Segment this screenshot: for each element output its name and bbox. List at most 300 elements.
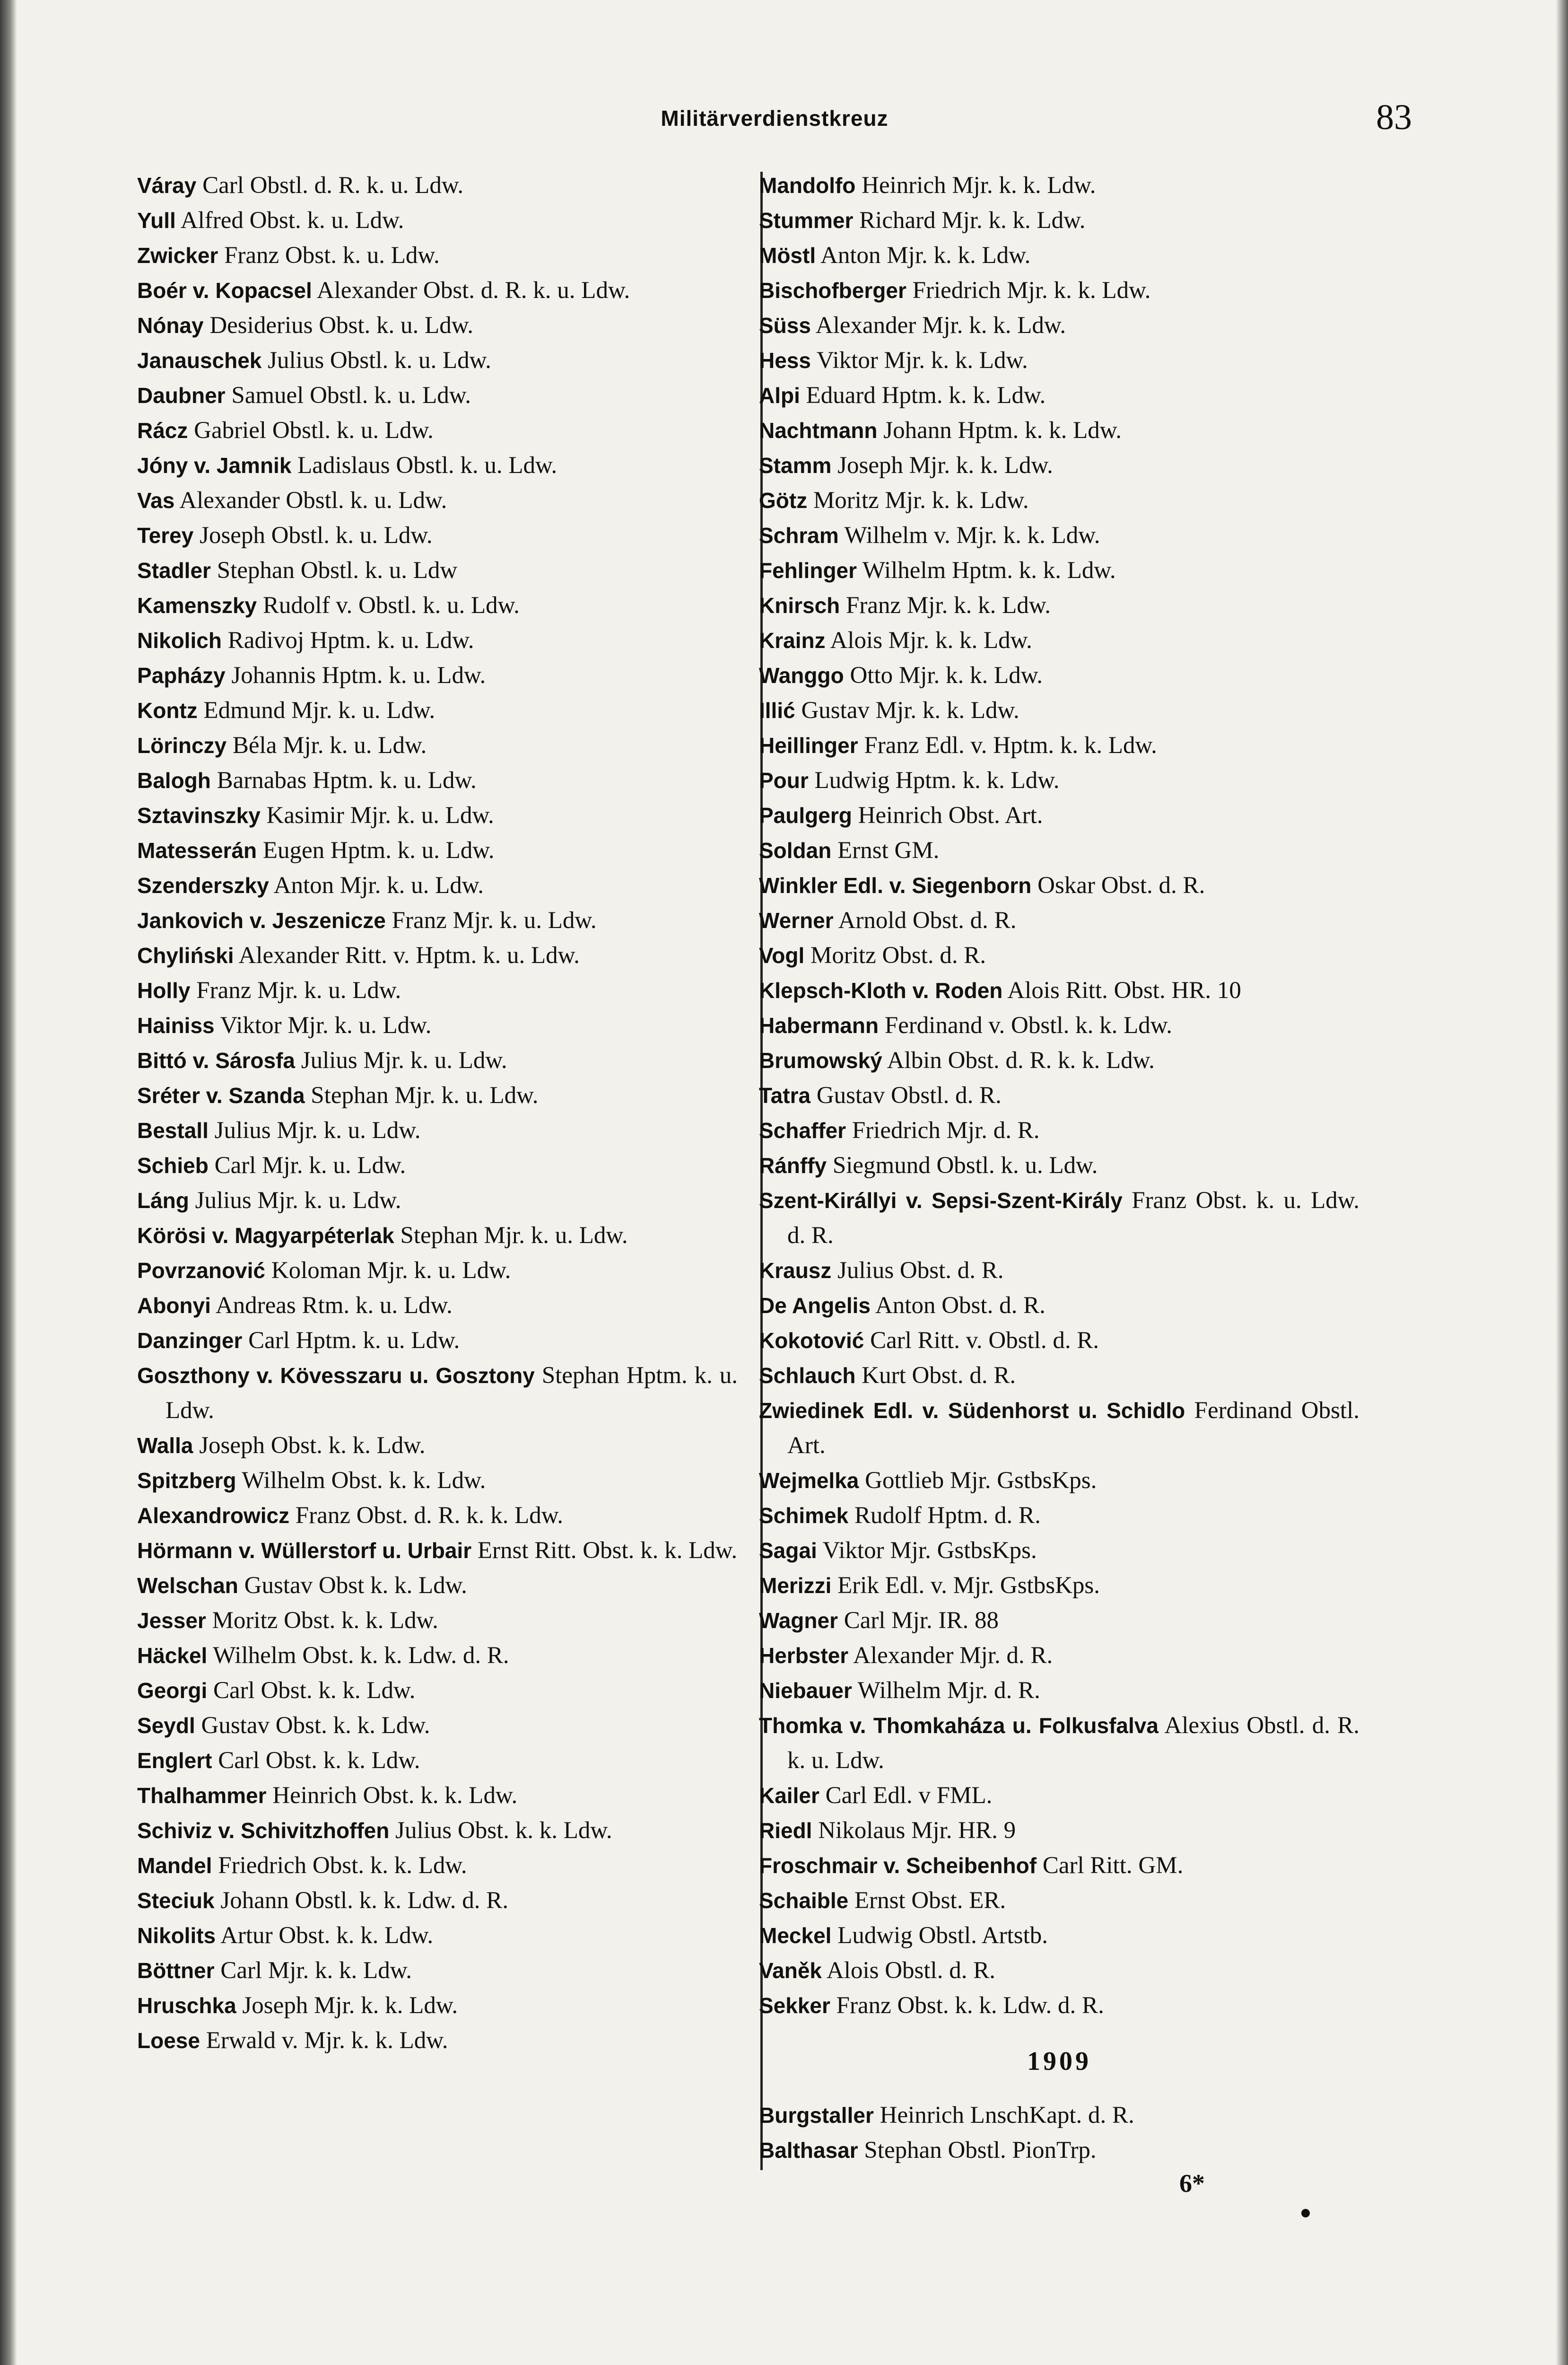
list-item — [759, 1253, 1359, 1288]
entry-details: Gustav Mjr. k. k. Ldw. — [801, 697, 1019, 724]
entry-name: Häckel — [137, 1643, 208, 1668]
entry-details: Gustav Obst. k. k. Ldw. — [201, 1712, 430, 1739]
entry-details: Johannis Hptm. k. u. Ldw. — [231, 662, 486, 689]
entry-details: Wilhelm Obst. k. k. Ldw. — [242, 1467, 486, 1494]
entry-details: Heinrich Obst. Art. — [858, 802, 1043, 829]
list-item — [759, 1393, 1359, 1463]
entry-name: Balthasar — [759, 2138, 858, 2163]
entry-details: Rudolf v. Obstl. k. u. Ldw. — [262, 592, 520, 619]
entry-details: Johann Hptm. k. k. Ldw. — [883, 417, 1122, 444]
entry-name: Pour — [759, 768, 809, 793]
entry-details: Franz Obst. d. R. k. k. Ldw. — [295, 1502, 563, 1529]
entry-details: Friedrich Mjr. d. R. — [852, 1117, 1040, 1144]
entry-details: Julius Mjr. k. u. Ldw. — [301, 1047, 507, 1074]
entry-name: Niebauer — [759, 1678, 852, 1703]
entry-details: Alois Mjr. k. k. Ldw. — [830, 627, 1032, 654]
entry-details: Anton Obst. d. R. — [875, 1292, 1045, 1319]
list-item — [137, 1988, 738, 2023]
entry-details: Julius Mjr. k. u. Ldw. — [214, 1117, 421, 1144]
entry-name: Ránffy — [759, 1153, 827, 1178]
entry-details: Carl Ritt. v. Obstl. d. R. — [870, 1327, 1099, 1354]
entry-name: Wanggo — [759, 663, 844, 688]
entry-name: Soldan — [759, 838, 832, 863]
list-item — [137, 1673, 738, 1708]
list-item — [759, 1148, 1359, 1183]
entry-name: Krainz — [759, 628, 826, 653]
list-item — [759, 868, 1359, 903]
list-item — [759, 763, 1359, 798]
entry-details: Franz Edl. v. Hptm. k. k. Ldw. — [864, 732, 1157, 759]
year-heading: 1909 — [1027, 2047, 1091, 2076]
entry-name: Stadler — [137, 558, 211, 583]
entry-name: Welschan — [137, 1573, 238, 1598]
list-item — [137, 553, 738, 588]
list-item — [759, 203, 1359, 238]
list-item — [137, 588, 738, 623]
list-item — [137, 2023, 738, 2058]
list-item — [137, 833, 738, 868]
entry-name: Sagai — [759, 1538, 817, 1563]
entry-name: Abonyi — [137, 1293, 211, 1318]
entry-details: Andreas Rtm. k. u. Ldw. — [215, 1292, 453, 1319]
entry-name: Holly — [137, 978, 191, 1003]
entry-details: Alexander Ritt. v. Hptm. k. u. Ldw. — [238, 942, 580, 969]
entry-name: Böttner — [137, 1958, 215, 1983]
entry-name: Bittó v. Sárosfa — [137, 1048, 295, 1073]
list-item — [137, 1498, 738, 1533]
list-item — [137, 483, 738, 518]
entry-details: Alexander Obstl. k. u. Ldw. — [179, 487, 447, 514]
entry-details: Erik Edl. v. Mjr. GstbsKps. — [837, 1572, 1100, 1599]
text-columns — [137, 168, 1376, 2178]
entry-details: Wilhelm Obst. k. k. Ldw. d. R. — [213, 1642, 509, 1669]
entry-name: Jankovich v. Jeszenicze — [137, 908, 386, 933]
list-item — [137, 763, 738, 798]
entry-details: Ludwig Hptm. k. k. Ldw. — [814, 767, 1060, 794]
entry-details: Carl Hptm. k. u. Ldw. — [248, 1327, 460, 1354]
entry-name: Georgi — [137, 1678, 208, 1703]
entry-details: Barnabas Hptm. k. u. Ldw. — [217, 767, 477, 794]
list-item — [137, 1743, 738, 1778]
entry-details: Carl Edl. v FML. — [825, 1782, 993, 1809]
entry-details: Stephan Mjr. k. u. Ldw. — [311, 1082, 539, 1109]
list-item — [759, 378, 1359, 413]
entry-details: Julius Obst. k. k. Ldw. — [395, 1817, 612, 1844]
list-item — [137, 1883, 738, 1918]
entry-details: Wilhelm Mjr. d. R. — [857, 1677, 1040, 1704]
entry-details: Julius Obst. d. R. — [837, 1257, 1004, 1284]
entry-details: Johann Obstl. k. k. Ldw. d. R. — [220, 1887, 509, 1914]
entry-details: Moritz Mjr. k. k. Ldw. — [813, 487, 1029, 514]
entry-name: Schlauch — [759, 1363, 856, 1388]
list-item — [137, 798, 738, 833]
list-item — [137, 1463, 738, 1498]
list-item — [759, 1078, 1359, 1113]
entry-details: Stephan Obstl. PionTrp. — [864, 2137, 1097, 2164]
entry-details: Franz Obst. k. u. Ldw. — [224, 242, 440, 269]
list-item — [137, 973, 738, 1008]
entry-name: Szenderszky — [137, 873, 269, 898]
list-item — [759, 973, 1359, 1008]
entry-name: Fehlinger — [759, 558, 857, 583]
entry-name: Sztavinszky — [137, 803, 261, 828]
entry-name: Schieb — [137, 1153, 209, 1178]
entry-details: Heinrich Obst. k. k. Ldw. — [272, 1782, 518, 1809]
entry-details: Carl Mjr. k. k. Ldw. — [220, 1957, 412, 1984]
entry-name: Götz — [759, 488, 808, 513]
list-item — [759, 658, 1359, 693]
entry-details: Albin Obst. d. R. k. k. Ldw. — [887, 1047, 1155, 1074]
list-item — [759, 1043, 1359, 1078]
list-item — [759, 1323, 1359, 1358]
entry-name: Vas — [137, 488, 175, 513]
entry-details: Franz Obst. k. k. Ldw. d. R. — [836, 1992, 1104, 2019]
entry-details: Siegmund Obstl. k. u. Ldw. — [832, 1152, 1098, 1179]
page-title: Militärverdienstkreuz — [661, 106, 889, 131]
list-item — [759, 1183, 1359, 1253]
entry-name: Nikolits — [137, 1923, 216, 1948]
list-item — [137, 1218, 738, 1253]
entry-name: Werner — [759, 908, 834, 933]
entry-details: Carl Ritt. GM. — [1042, 1852, 1184, 1879]
list-item — [759, 343, 1359, 378]
entry-details: Anton Mjr. k. u. Ldw. — [273, 872, 484, 899]
entry-name: Vogl — [759, 943, 805, 968]
list-item — [137, 238, 738, 273]
entry-name: Englert — [137, 1748, 212, 1773]
entry-details: Gustav Obst k. k. Ldw. — [244, 1572, 467, 1599]
entry-name: Paulgerg — [759, 803, 852, 828]
list-item — [759, 1288, 1359, 1323]
entry-details: Friedrich Mjr. k. k. Ldw. — [912, 277, 1151, 304]
entry-name: De Angelis — [759, 1293, 871, 1318]
entry-name: Mandel — [137, 1853, 212, 1878]
entry-name: Spitzberg — [137, 1468, 236, 1493]
list-item — [759, 938, 1359, 973]
list-item — [759, 1883, 1359, 1918]
entry-name: Krausz — [759, 1258, 832, 1283]
entry-details: Desiderius Obst. k. u. Ldw. — [209, 312, 473, 339]
entry-name: Loese — [137, 2028, 200, 2053]
entry-name: Süss — [759, 313, 811, 338]
entry-details: Eugen Hptm. k. u. Ldw. — [262, 837, 495, 864]
entry-name: Goszthony v. Kövesszaru u. Gosztony — [137, 1363, 535, 1388]
entry-details: Heinrich LnschKapt. d. R. — [880, 2102, 1134, 2128]
list-item — [759, 588, 1359, 623]
list-item — [137, 1183, 738, 1218]
entry-name: Chyliński — [137, 943, 234, 968]
list-item — [759, 1533, 1359, 1568]
entry-details: Ferdinand Obstl. Art. — [787, 1397, 1360, 1459]
entry-details: Franz Mjr. k. u. Ldw. — [392, 907, 597, 934]
entry-details: Alfred Obst. k. u. Ldw. — [180, 207, 404, 234]
entry-name: Illić — [759, 698, 795, 723]
list-item — [759, 273, 1359, 308]
entry-details: Radivoj Hptm. k. u. Ldw. — [227, 627, 474, 654]
entry-name: Körösi v. Magyarpéterlak — [137, 1223, 394, 1248]
list-item — [759, 1358, 1359, 1393]
entry-name: Schaffer — [759, 1118, 846, 1143]
list-item — [137, 1953, 738, 1988]
list-item — [759, 1463, 1359, 1498]
entry-name: Stamm — [759, 453, 832, 478]
list-item — [759, 1113, 1359, 1148]
entry-name: Váray — [137, 173, 197, 198]
entry-details: Béla Mjr. k. u. Ldw. — [232, 732, 427, 759]
list-item — [137, 1008, 738, 1043]
entry-name: Kokotović — [759, 1328, 864, 1353]
list-item — [137, 1918, 738, 1953]
entry-name: Hainiss — [137, 1013, 215, 1038]
entry-name: Nachtmann — [759, 418, 878, 443]
list-item — [759, 413, 1359, 448]
list-item — [137, 1848, 738, 1883]
entry-details: Stephan Mjr. k. u. Ldw. — [400, 1222, 628, 1249]
entry-details: Carl Obst. k. k. Ldw. — [213, 1677, 416, 1704]
entry-name: Jesser — [137, 1608, 206, 1633]
entry-name: Bischofberger — [759, 278, 906, 303]
entry-name: Balogh — [137, 768, 211, 793]
list-item — [759, 448, 1359, 483]
list-item — [759, 1708, 1359, 1778]
list-item — [759, 833, 1359, 868]
entry-details: Alexander Mjr. d. R. — [853, 1642, 1053, 1669]
entry-name: Schram — [759, 523, 839, 548]
entry-name: Nónay — [137, 313, 204, 338]
entry-name: Tatra — [759, 1083, 811, 1108]
entry-details: Arnold Obst. d. R. — [838, 907, 1017, 934]
entry-details: Oskar Obst. d. R. — [1037, 872, 1205, 899]
entry-name: Brumowský — [759, 1048, 882, 1073]
left-column — [137, 168, 738, 2058]
entry-name: Janauschek — [137, 348, 262, 373]
entry-name: Alexandrowicz — [137, 1503, 290, 1528]
list-item — [759, 798, 1359, 833]
list-item — [137, 1708, 738, 1743]
entry-name: Danzinger — [137, 1328, 243, 1353]
entry-details: Artur Obst. k. k. Ldw. — [220, 1922, 434, 1949]
entry-name: Schaible — [759, 1888, 849, 1913]
entry-name: Mandolfo — [759, 173, 856, 198]
page-header — [137, 97, 1412, 144]
entry-details: Franz Mjr. k. k. Ldw. — [846, 592, 1051, 619]
list-item — [137, 343, 738, 378]
entry-name: Klepsch-Kloth v. Roden — [759, 978, 1003, 1003]
list-item — [137, 203, 738, 238]
list-item — [759, 2133, 1359, 2168]
list-item — [137, 448, 738, 483]
entry-name: Matesserán — [137, 838, 257, 863]
list-item — [759, 1778, 1359, 1813]
list-item — [759, 1988, 1359, 2023]
list-item — [759, 168, 1359, 203]
entry-details: Joseph Mjr. k. k. Ldw. — [837, 452, 1053, 479]
list-item — [759, 1568, 1359, 1603]
list-item — [137, 728, 738, 763]
entry-details: Julius Mjr. k. u. Ldw. — [195, 1187, 401, 1214]
list-item — [759, 623, 1359, 658]
entry-name: Meckel — [759, 1923, 832, 1948]
entry-name: Povrzanović — [137, 1258, 265, 1283]
entry-details: Joseph Obst. k. k. Ldw. — [199, 1432, 426, 1459]
entry-details: Alois Ritt. Obst. HR. 10 — [1007, 977, 1241, 1004]
entry-name: Schiviz v. Schivitzhoffen — [137, 1818, 390, 1843]
list-item — [137, 658, 738, 693]
entry-details: Franz Obst. k. u. Ldw. d. R. — [787, 1187, 1360, 1249]
entry-details: Stephan Obstl. k. u. Ldw — [217, 557, 458, 584]
entry-details: Viktor Mjr. GstbsKps. — [822, 1537, 1037, 1564]
entry-details: Alexander Mjr. k. k. Ldw. — [815, 312, 1066, 339]
entry-name: Zwicker — [137, 243, 218, 268]
entry-details: Ferdinand v. Obstl. k. k. Ldw. — [884, 1012, 1172, 1039]
entry-details: Edmund Mjr. k. u. Ldw. — [203, 697, 436, 724]
list-item — [759, 553, 1359, 588]
entry-details: Viktor Mjr. k. u. Ldw. — [220, 1012, 432, 1039]
entry-details: Joseph Mjr. k. k. Ldw. — [242, 1992, 458, 2019]
entry-details: Nikolaus Mjr. HR. 9 — [818, 1817, 1016, 1844]
entry-details: Carl Obst. k. k. Ldw. — [218, 1747, 420, 1774]
entry-details: Friedrich Obst. k. k. Ldw. — [218, 1852, 467, 1879]
entry-name: Walla — [137, 1433, 193, 1458]
list-item — [759, 1918, 1359, 1953]
entry-details: Wilhelm v. Mjr. k. k. Ldw. — [844, 522, 1100, 549]
entry-details: Carl Mjr. IR. 88 — [844, 1607, 999, 1634]
entry-name: Daubner — [137, 383, 226, 408]
list-item — [137, 1253, 738, 1288]
entry-details: Koloman Mjr. k. u. Ldw. — [271, 1257, 511, 1284]
list-item — [759, 1638, 1359, 1673]
entry-details: Viktor Mjr. k. k. Ldw. — [816, 347, 1028, 374]
list-item — [137, 623, 738, 658]
list-item — [137, 273, 738, 308]
list-item — [137, 1568, 738, 1603]
entry-details: Erwald v. Mjr. k. k. Ldw. — [206, 2027, 448, 2054]
entry-details: Otto Mjr. k. k. Ldw. — [850, 662, 1043, 689]
entry-name: Sréter v. Szanda — [137, 1083, 305, 1108]
right-column-entries-1909 — [759, 2098, 1359, 2168]
entry-name: Láng — [137, 1188, 189, 1213]
entry-name: Szent-Királlyi v. Sepsi-Szent-Király — [759, 1188, 1123, 1213]
entry-details: Gustav Obstl. d. R. — [816, 1082, 1002, 1109]
entry-details: Anton Mjr. k. k. Ldw. — [820, 242, 1031, 269]
page-number: 83 — [1376, 97, 1412, 137]
list-item — [759, 483, 1359, 518]
entry-details: Moritz Obst. d. R. — [810, 942, 986, 969]
entry-name: Alpi — [759, 383, 800, 408]
list-item — [137, 938, 738, 973]
entry-name: Möstl — [759, 243, 816, 268]
list-item — [759, 238, 1359, 273]
entry-name: Vaněk — [759, 1958, 822, 1983]
entry-name: Jóny v. Jamnik — [137, 453, 292, 478]
list-item — [137, 1533, 738, 1568]
signature-mark: 6* — [1179, 2169, 1205, 2198]
entry-name: Hörmann v. Wüllerstorf u. Urbair — [137, 1538, 472, 1563]
entry-name: Bestall — [137, 1118, 209, 1143]
list-item — [759, 1813, 1359, 1848]
entry-details: Carl Mjr. k. u. Ldw. — [214, 1152, 406, 1179]
entry-details: Alexius Obstl. d. R. k. u. Ldw. — [787, 1712, 1360, 1774]
entry-name: Stummer — [759, 208, 854, 233]
entry-name: Thalhammer — [137, 1783, 267, 1808]
list-item — [759, 308, 1359, 343]
entry-name: Heillinger — [759, 733, 858, 758]
list-item — [137, 1323, 738, 1358]
list-item — [759, 1498, 1359, 1533]
list-item — [137, 1148, 738, 1183]
entry-name: Nikolich — [137, 628, 222, 653]
entry-name: Kamenszky — [137, 593, 257, 618]
entry-details: Stephan Hptm. k. u. Ldw. — [166, 1362, 738, 1424]
entry-name: Kontz — [137, 698, 198, 723]
list-item — [137, 308, 738, 343]
entry-details: Gabriel Obstl. k. u. Ldw. — [194, 417, 434, 444]
list-item — [137, 1813, 738, 1848]
entry-name: Papházy — [137, 663, 226, 688]
list-item — [137, 1358, 738, 1428]
list-item — [137, 1288, 738, 1323]
entry-details: Wilhelm Hptm. k. k. Ldw. — [862, 557, 1116, 584]
list-item — [759, 2098, 1359, 2133]
entry-name: Wagner — [759, 1608, 838, 1633]
list-item — [759, 728, 1359, 763]
entry-name: Steciuk — [137, 1888, 215, 1913]
entry-name: Winkler Edl. v. Siegenborn — [759, 873, 1032, 898]
entry-name: Sekker — [759, 1993, 830, 2018]
list-item — [759, 693, 1359, 728]
entry-details: Eduard Hptm. k. k. Ldw. — [806, 382, 1046, 409]
entry-details: Ernst Ritt. Obst. k. k. Ldw. — [477, 1537, 738, 1564]
list-item — [137, 1778, 738, 1813]
entry-details: Heinrich Mjr. k. k. Ldw. — [862, 172, 1096, 199]
entry-details: Ernst GM. — [837, 837, 940, 864]
list-item — [137, 693, 738, 728]
entry-details: Kurt Obst. d. R. — [862, 1362, 1016, 1389]
entry-name: Knirsch — [759, 593, 840, 618]
list-item — [137, 168, 738, 203]
entry-name: Yull — [137, 208, 176, 233]
entry-details: Franz Mjr. k. u. Ldw. — [196, 977, 401, 1004]
entry-name: Kailer — [759, 1783, 819, 1808]
list-item — [137, 903, 738, 938]
list-item — [137, 1428, 738, 1463]
entry-details: Joseph Obstl. k. u. Ldw. — [200, 522, 433, 549]
entry-name: Riedl — [759, 1818, 812, 1843]
entry-details: Ladislaus Obstl. k. u. Ldw. — [297, 452, 558, 479]
entry-name: Lörinczy — [137, 733, 227, 758]
list-item — [137, 413, 738, 448]
entry-details: Samuel Obstl. k. u. Ldw. — [231, 382, 471, 409]
entry-name: Froschmair v. Scheibenhof — [759, 1853, 1037, 1878]
ink-dot — [1301, 2209, 1310, 2217]
list-item — [759, 518, 1359, 553]
list-item — [759, 1603, 1359, 1638]
entry-name: Rácz — [137, 418, 188, 443]
entry-details: Rudolf Hptm. d. R. — [854, 1502, 1041, 1529]
entry-details: Ludwig Obstl. Artstb. — [837, 1922, 1048, 1949]
entry-details: Richard Mjr. k. k. Ldw. — [859, 207, 1086, 234]
list-item — [137, 1638, 738, 1673]
entry-name: Merizzi — [759, 1573, 832, 1598]
right-column-entries — [759, 168, 1359, 2023]
entry-name: Hess — [759, 348, 811, 373]
entry-name: Seydl — [137, 1713, 195, 1738]
entry-name: Terey — [137, 523, 194, 548]
entry-details: Gottlieb Mjr. GstbsKps. — [865, 1467, 1097, 1494]
list-item — [137, 518, 738, 553]
list-item — [137, 1078, 738, 1113]
list-item — [759, 1008, 1359, 1043]
